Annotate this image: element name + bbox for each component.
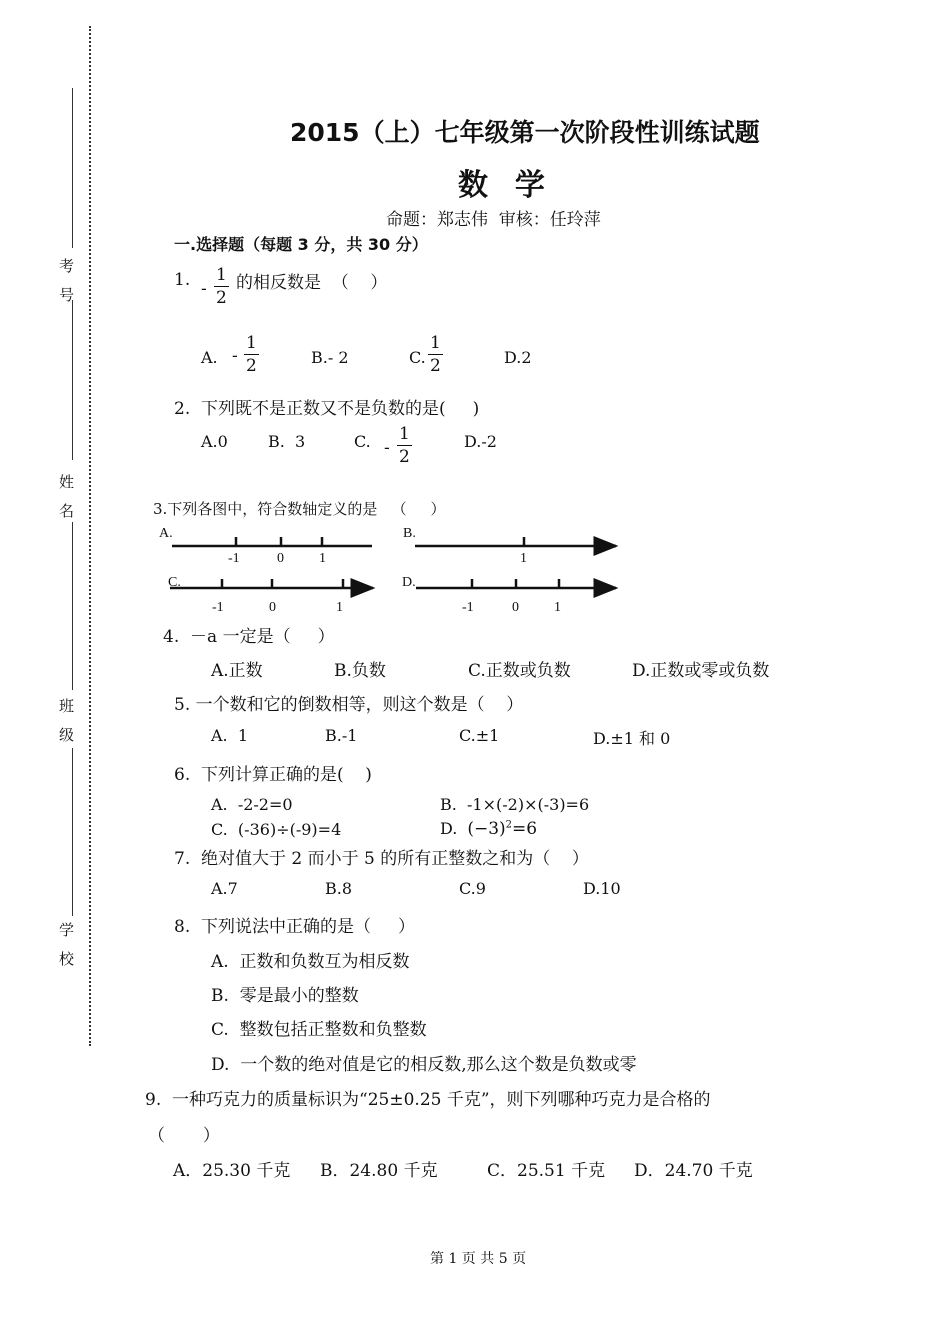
exam-title: 2015（上）七年级第一次阶段性训练试题	[290, 118, 760, 147]
q7-option-d: D.10	[583, 879, 621, 898]
q5-stem: 5. 一个数和它的倒数相等，则这个数是（ ）	[174, 695, 524, 715]
q9-stem: 9. 一种巧克力的质量标识为“25±0.25 千克”，则下列哪种巧克力是合格的	[145, 1090, 711, 1110]
q6-option-c: C. (-36)÷(-9)=4	[211, 820, 342, 839]
q1-c-den: 2	[430, 356, 441, 376]
q4-stem: 4. －a 一定是（ ）	[163, 627, 335, 647]
q6-d-label: D.	[440, 819, 458, 838]
q1-minus: -	[201, 279, 207, 299]
q1-stem: 的相反数是 （ ）	[236, 273, 388, 293]
q3-stem: 3.下列各图中，符合数轴定义的是 （ ）	[153, 500, 446, 518]
q7-option-c: C.9	[459, 879, 486, 898]
subject-title: 数 学	[458, 168, 547, 203]
axis-b-tick-label: 1	[520, 551, 527, 566]
q1-number: 1.	[174, 270, 191, 290]
q1-a-den: 2	[246, 356, 257, 376]
q6-d-base: (−3)	[467, 819, 506, 839]
q1-a-label: A.	[201, 348, 218, 367]
q2-c-minus: -	[384, 438, 390, 458]
axis-c-tick-label: -1	[212, 600, 224, 615]
q9-option-a: A．25.30 千克	[173, 1161, 291, 1181]
q1-frac-den: 2	[216, 288, 227, 308]
q8-stem: 8. 下列说法中正确的是（ ）	[174, 917, 416, 937]
q4-option-d: D.正数或零或负数	[632, 661, 770, 681]
q4-option-c: C.正数或负数	[468, 661, 571, 681]
q1-frac-num: 1	[216, 265, 227, 285]
q1-option-d: D.2	[504, 348, 532, 367]
q2-c-fraction	[396, 426, 413, 466]
q9-option-c: C．25.51 千克	[487, 1161, 606, 1181]
q1-a-num: 1	[246, 333, 257, 353]
q3-c-label: C.	[168, 575, 181, 590]
axis-c-tick-label: 1	[336, 600, 343, 615]
axis-a-tick-label: -1	[228, 551, 240, 566]
school-label: 学校	[57, 922, 75, 980]
name-label: 姓名	[57, 474, 75, 532]
section-heading: 一.选择题（每题 3 分，共 30 分）	[174, 235, 428, 254]
class-label: 班级	[57, 698, 75, 756]
q1-option-b: B.- 2	[311, 348, 349, 367]
q5-option-b: B.-1	[325, 726, 358, 745]
q4-option-a: A.正数	[211, 661, 263, 681]
q2-stem: 2. 下列既不是正数又不是负数的是( )	[174, 399, 480, 419]
q1-a-fraction	[243, 335, 260, 375]
q6-option-b: B. -1×(-2)×(-3)=6	[440, 795, 590, 814]
q8-option-b: B. 零是最小的整数	[211, 986, 359, 1006]
exam-number-line-lower	[72, 300, 73, 460]
q7-option-b: B.8	[325, 879, 353, 898]
q6-stem: 6. 下列计算正确的是( )	[174, 765, 372, 785]
q1-c-fraction	[427, 335, 444, 375]
q2-c-den: 2	[399, 447, 410, 467]
q1-c-label: C.	[409, 348, 426, 367]
q5-option-c: C.±1	[459, 726, 500, 745]
axis-a-tick-label: 1	[319, 551, 326, 566]
axis-a-tick-label: 0	[277, 551, 284, 566]
q9-option-b: B．24.80 千克	[320, 1161, 438, 1181]
q7-option-a: A.7	[211, 879, 238, 898]
q5-option-d: D.±1 和 0	[593, 729, 671, 748]
q8-option-d: D. 一个数的绝对值是它的相反数,那么这个数是负数或零	[211, 1055, 637, 1075]
q2-option-a: A.0	[201, 432, 228, 451]
q2-option-d: D.-2	[464, 432, 497, 451]
q6-d-exponent: 2	[505, 819, 513, 831]
q3-b-label: B.	[403, 526, 416, 541]
q1-a-minus: -	[232, 346, 238, 366]
name-line	[72, 522, 73, 690]
q3-d-label: D.	[402, 575, 416, 590]
axis-d-tick-label: 1	[554, 600, 561, 615]
q1-fraction	[213, 267, 230, 307]
binding-dotted-line	[89, 26, 91, 1046]
q2-option-b: B. 3	[268, 432, 306, 451]
q6-option-a: A. -2-2=0	[211, 795, 293, 814]
q3-a-label: A.	[159, 526, 173, 541]
q6-option-d	[440, 819, 537, 839]
authors-line: 命题：郑志伟 审核：任玲萍	[386, 210, 601, 230]
page-footer: 第 1 页 共 5 页	[430, 1251, 527, 1267]
q9-answer-paren: （ ）	[148, 1126, 220, 1146]
q5-option-a: A. 1	[211, 726, 248, 745]
axis-c-tick-label: 0	[269, 600, 276, 615]
q8-option-c: C. 整数包括正整数和负整数	[211, 1020, 427, 1040]
class-line	[72, 748, 73, 916]
q8-option-a: A. 正数和负数互为相反数	[211, 952, 410, 972]
q4-option-b: B.负数	[334, 661, 386, 681]
q6-d-rest: =6	[512, 819, 538, 839]
axis-d-tick-label: 0	[512, 600, 519, 615]
q9-option-d: D．24.70 千克	[634, 1161, 753, 1181]
axis-d-tick-label: -1	[462, 600, 474, 615]
q2-c-label: C.	[354, 432, 371, 451]
q7-stem: 7. 绝对值大于 2 而小于 5 的所有正整数之和为（ ）	[174, 849, 589, 869]
q2-c-num: 1	[399, 424, 410, 444]
q1-c-num: 1	[430, 333, 441, 353]
exam-number-line	[72, 88, 73, 248]
number-line-figures	[150, 520, 630, 620]
exam-number-label: 考号	[57, 258, 75, 316]
